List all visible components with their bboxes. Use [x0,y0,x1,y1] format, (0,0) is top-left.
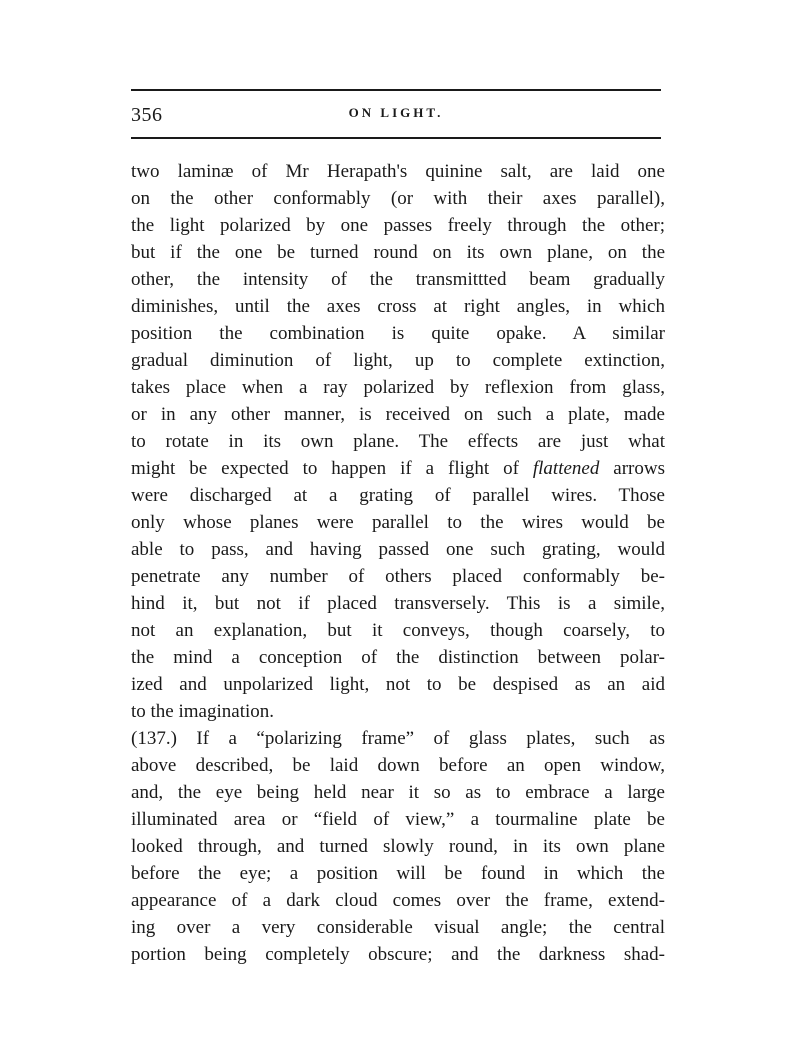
text-line: hind it, but not if placed transversely. This is a simile, [131,593,665,614]
text-fragment: arrows [599,458,665,479]
text-line-with-italic [131,455,665,482]
text-fragment: might be expected to happen if a flight of [131,458,533,479]
text-line: to the imagination. [131,701,275,722]
page-number: 356 [131,104,163,126]
text-line: illuminated area or “field of view,” a tourmaline plate be [131,809,665,830]
text-line: position the combination is quite opake. A similar [131,323,665,344]
text-line: and, the eye being held near it so as to embrace a large [131,782,665,803]
text-line: above described, be laid down before an open window, [131,755,665,776]
text-line: penetrate any number of others placed conformably be- [131,566,665,587]
text-line: diminishes, until the axes cross at right angles, in which [131,296,665,317]
text-line: not an explanation, but it conveys, though coarsely, to [131,620,665,641]
header-top-rule [131,89,661,91]
text-line: looked through, and turned slowly round, in its own plane [131,836,665,857]
paragraph-1 [131,158,665,725]
text-line: portion being completely obscure; and the darkness shad- [131,944,665,965]
text-line: but if the one be turned round on its own plane, on the [131,242,665,263]
italic-word: flattened [532,458,600,479]
text-line: (137.) If a “polarizing frame” of glass plates, such as [131,728,665,749]
running-head: ON LIGHT. [348,105,444,120]
text-line: other, the intensity of the transmittted beam gradually [131,269,665,290]
text-line: gradual diminution of light, up to complete extinction, [131,350,665,371]
text-line: or in any other manner, is received on such a plate, made [131,404,665,425]
header-bottom-rule [131,137,661,139]
text-line: the mind a conception of the distinction between polar- [131,647,665,668]
text-line: takes place when a ray polarized by reflexion from glass, [131,377,665,398]
text-line: only whose planes were parallel to the wires would be [131,512,665,533]
text-line: two laminæ of Mr Herapath's quinine salt, are laid one [131,161,665,182]
text-line: able to pass, and having passed one such grating, would [131,539,665,560]
paragraph-2 [131,725,665,968]
body-text [131,158,665,968]
text-line: to rotate in its own plane. The effects are just what [131,431,665,452]
page-header [131,101,661,131]
text-line: on the other conformably (or with their axes parallel), [131,188,665,209]
text-line: the light polarized by one passes freely through the other; [131,215,665,236]
text-line: were discharged at a grating of parallel wires. Those [131,485,665,506]
text-line: ing over a very considerable visual angle; the central [131,917,665,938]
text-line: before the eye; a position will be found in which the [131,863,665,884]
text-line: ized and unpolarized light, not to be despised as an aid [131,674,665,695]
text-line: appearance of a dark cloud comes over the frame, extend- [131,890,665,911]
